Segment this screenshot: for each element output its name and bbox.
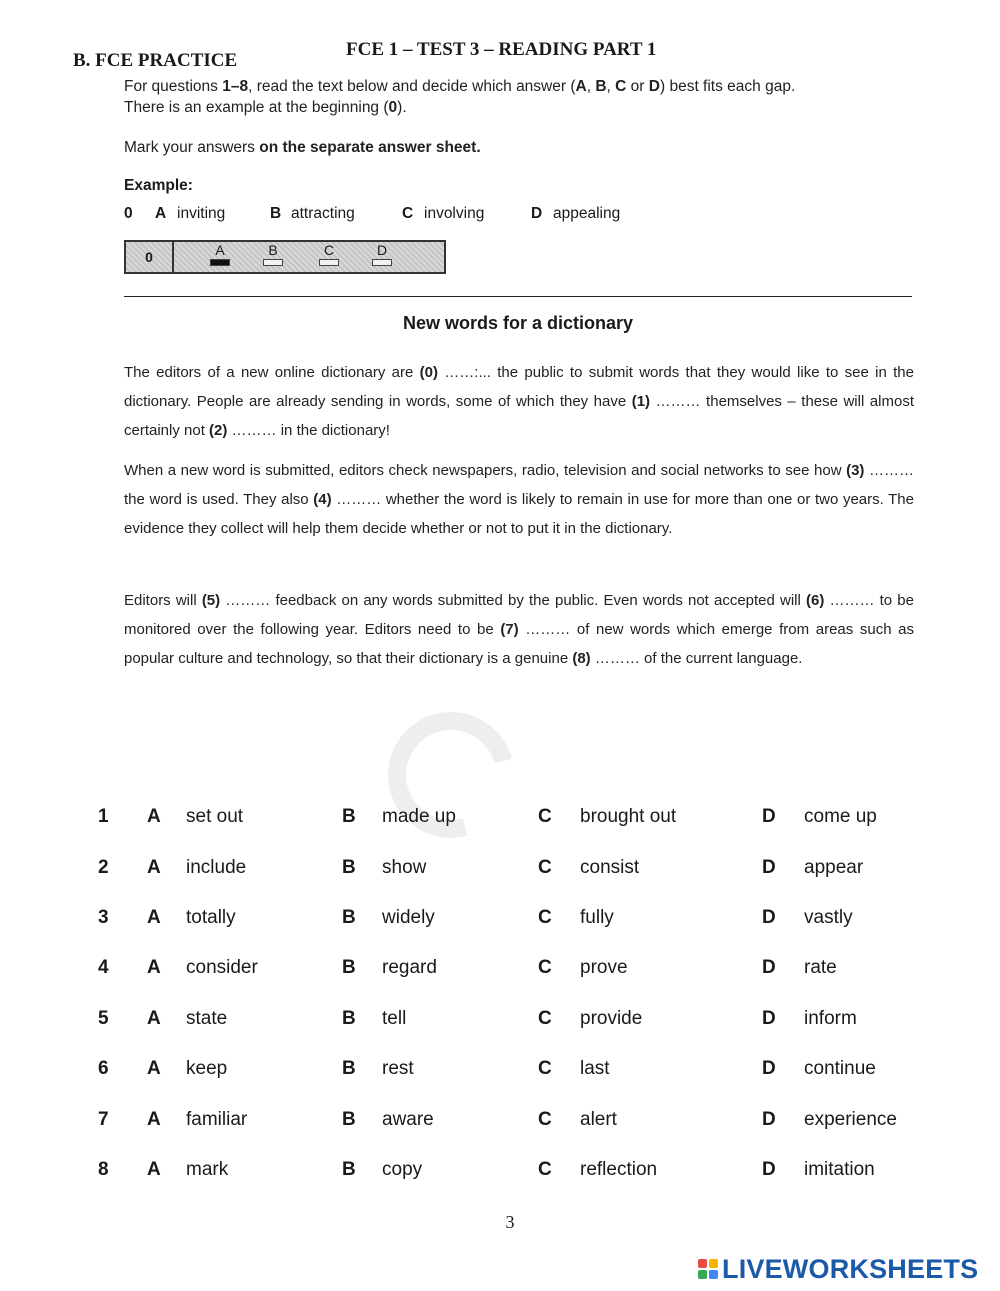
page-number: 3 (505, 1212, 515, 1232)
liveworksheets-logo[interactable] (698, 1254, 978, 1284)
option-text: state (186, 1008, 228, 1029)
option-text: familiar (186, 1109, 248, 1130)
option-letter: A (147, 957, 161, 978)
question-number: 4 (98, 957, 109, 978)
option-text: experience (804, 1109, 897, 1130)
option-letter: D (762, 806, 776, 827)
option-text: rest (382, 1058, 414, 1079)
option-text: inform (804, 1008, 857, 1029)
option-text: widely (382, 907, 435, 928)
option-letter: A (147, 1008, 161, 1029)
option-letter: B (342, 806, 356, 827)
question-row (0, 806, 1000, 836)
question-number: 7 (98, 1109, 109, 1130)
option-letter: B (342, 1008, 356, 1029)
example-grid-option-b: B (259, 242, 287, 266)
option-letter: A (147, 1109, 161, 1130)
question-row (0, 857, 1000, 887)
option-text: mark (186, 1159, 229, 1180)
question-row (0, 1159, 1000, 1189)
option-letter: C (538, 1109, 552, 1130)
option-letter: A (147, 857, 161, 878)
option-letter: D (762, 1008, 776, 1029)
instructions: For questions 1–8, read the text below and decide which answer (A, B, C or D) best fits each gap. There is an example at the beginning (0). (124, 78, 796, 116)
example-option-text: appealing (553, 205, 621, 222)
option-text: regard (382, 957, 437, 978)
section-label: B. FCE PRACTICE (73, 50, 238, 71)
example-answer-grid (124, 240, 446, 274)
question-number: 8 (98, 1159, 109, 1180)
option-letter: A (147, 1159, 161, 1180)
example-option-text: inviting (177, 205, 226, 222)
option-text: made up (382, 806, 456, 827)
example-grid-number: 0 (126, 242, 174, 272)
question-row (0, 1058, 1000, 1088)
option-text: consider (186, 957, 258, 978)
option-text: reflection (580, 1159, 658, 1180)
option-letter: B (342, 1109, 356, 1130)
page-title: FCE 1 – TEST 3 – READING PART 1 (346, 39, 657, 60)
example-number: 0 (124, 205, 133, 222)
liveworksheets-logo-text: LIVEWORKSHEETS (722, 1253, 979, 1284)
option-text: vastly (804, 907, 853, 928)
question-row (0, 907, 1000, 937)
example-option-letter: B (270, 205, 282, 222)
option-text: aware (382, 1109, 434, 1130)
article-paragraph: The editors of a new online dictionary are (0) ……:... the public to submit words that they would like to see in the dictionary. People are already sending in words, some of which they have (1) ……… themselves – these will almost certainly not (2) ……… in the dictionary! (124, 364, 914, 439)
option-letter: D (762, 957, 776, 978)
option-letter: D (762, 1058, 776, 1079)
article-title: New words for a dictionary (402, 313, 634, 333)
option-letter: B (342, 907, 356, 928)
option-text: show (382, 857, 427, 878)
example-option-text: attracting (291, 205, 355, 222)
option-letter: D (762, 1109, 776, 1130)
option-letter: C (538, 1058, 552, 1079)
option-text: fully (580, 907, 614, 928)
option-letter: D (762, 907, 776, 928)
article-paragraph: Editors will (5) ……… feedback on any words submitted by the public. Even words not accepted will (6) ……… to be monitored over the following year. Editors need to be (7) ……… of new words which emerge from areas such as popular culture and technology, so that their dictionary is a genuine (8) ……… of the current language. (124, 592, 914, 667)
option-text: continue (804, 1058, 876, 1079)
question-row (0, 1109, 1000, 1139)
liveworksheets-logo-icon (698, 1259, 718, 1279)
example-label: Example: (124, 177, 193, 194)
option-text: prove (580, 957, 628, 978)
option-letter: C (538, 1159, 552, 1180)
option-letter: D (762, 1159, 776, 1180)
example-grid-option-a: A (206, 242, 234, 266)
option-text: keep (186, 1058, 228, 1079)
question-number: 5 (98, 1008, 109, 1029)
option-text: totally (186, 907, 236, 928)
option-letter: C (538, 957, 552, 978)
option-letter: B (342, 1058, 356, 1079)
example-option-letter: A (155, 205, 167, 222)
option-text: come up (804, 806, 877, 827)
answer-mark-empty (263, 259, 283, 266)
option-text: tell (382, 1008, 407, 1029)
option-letter: B (342, 1159, 356, 1180)
answer-mark-filled (210, 259, 230, 266)
question-number: 3 (98, 907, 109, 928)
option-text: copy (382, 1159, 423, 1180)
option-text: include (186, 857, 247, 878)
mark-answers-instruction: Mark your answers on the separate answer sheet. (124, 139, 481, 156)
article-paragraph: When a new word is submitted, editors check newspapers, radio, television and social networks to see how (3) ……… the word is used. They also (4) ……… whether the word is likely to remain in use for more than one or two years. The evidence they collect will help them decide whether or not to put it in the dictionary. (124, 462, 915, 537)
example-option-text: involving (424, 205, 485, 222)
example-grid-option-d: D (368, 242, 396, 266)
option-letter: C (538, 806, 552, 827)
option-text: rate (804, 957, 837, 978)
option-text: last (580, 1058, 610, 1079)
answer-mark-empty (319, 259, 339, 266)
answer-mark-empty (372, 259, 392, 266)
option-text: appear (804, 857, 864, 878)
option-text: provide (580, 1008, 643, 1029)
section-divider (124, 296, 912, 297)
option-text: brought out (580, 806, 677, 827)
option-letter: C (538, 907, 552, 928)
option-text: alert (580, 1109, 617, 1130)
option-letter: B (342, 857, 356, 878)
example-option-letter: C (402, 205, 414, 222)
option-letter: A (147, 1058, 161, 1079)
option-letter: C (538, 1008, 552, 1029)
option-text: imitation (804, 1159, 875, 1180)
question-number: 2 (98, 857, 109, 878)
example-grid-option-c: C (315, 242, 343, 266)
option-text: set out (186, 806, 244, 827)
question-row (0, 1008, 1000, 1038)
question-row (0, 957, 1000, 987)
option-text: consist (580, 857, 640, 878)
example-option-letter: D (531, 205, 543, 222)
option-letter: D (762, 857, 776, 878)
option-letter: B (342, 957, 356, 978)
option-letter: A (147, 907, 161, 928)
question-number: 6 (98, 1058, 109, 1079)
question-number: 1 (98, 806, 109, 827)
option-letter: C (538, 857, 552, 878)
option-letter: A (147, 806, 161, 827)
